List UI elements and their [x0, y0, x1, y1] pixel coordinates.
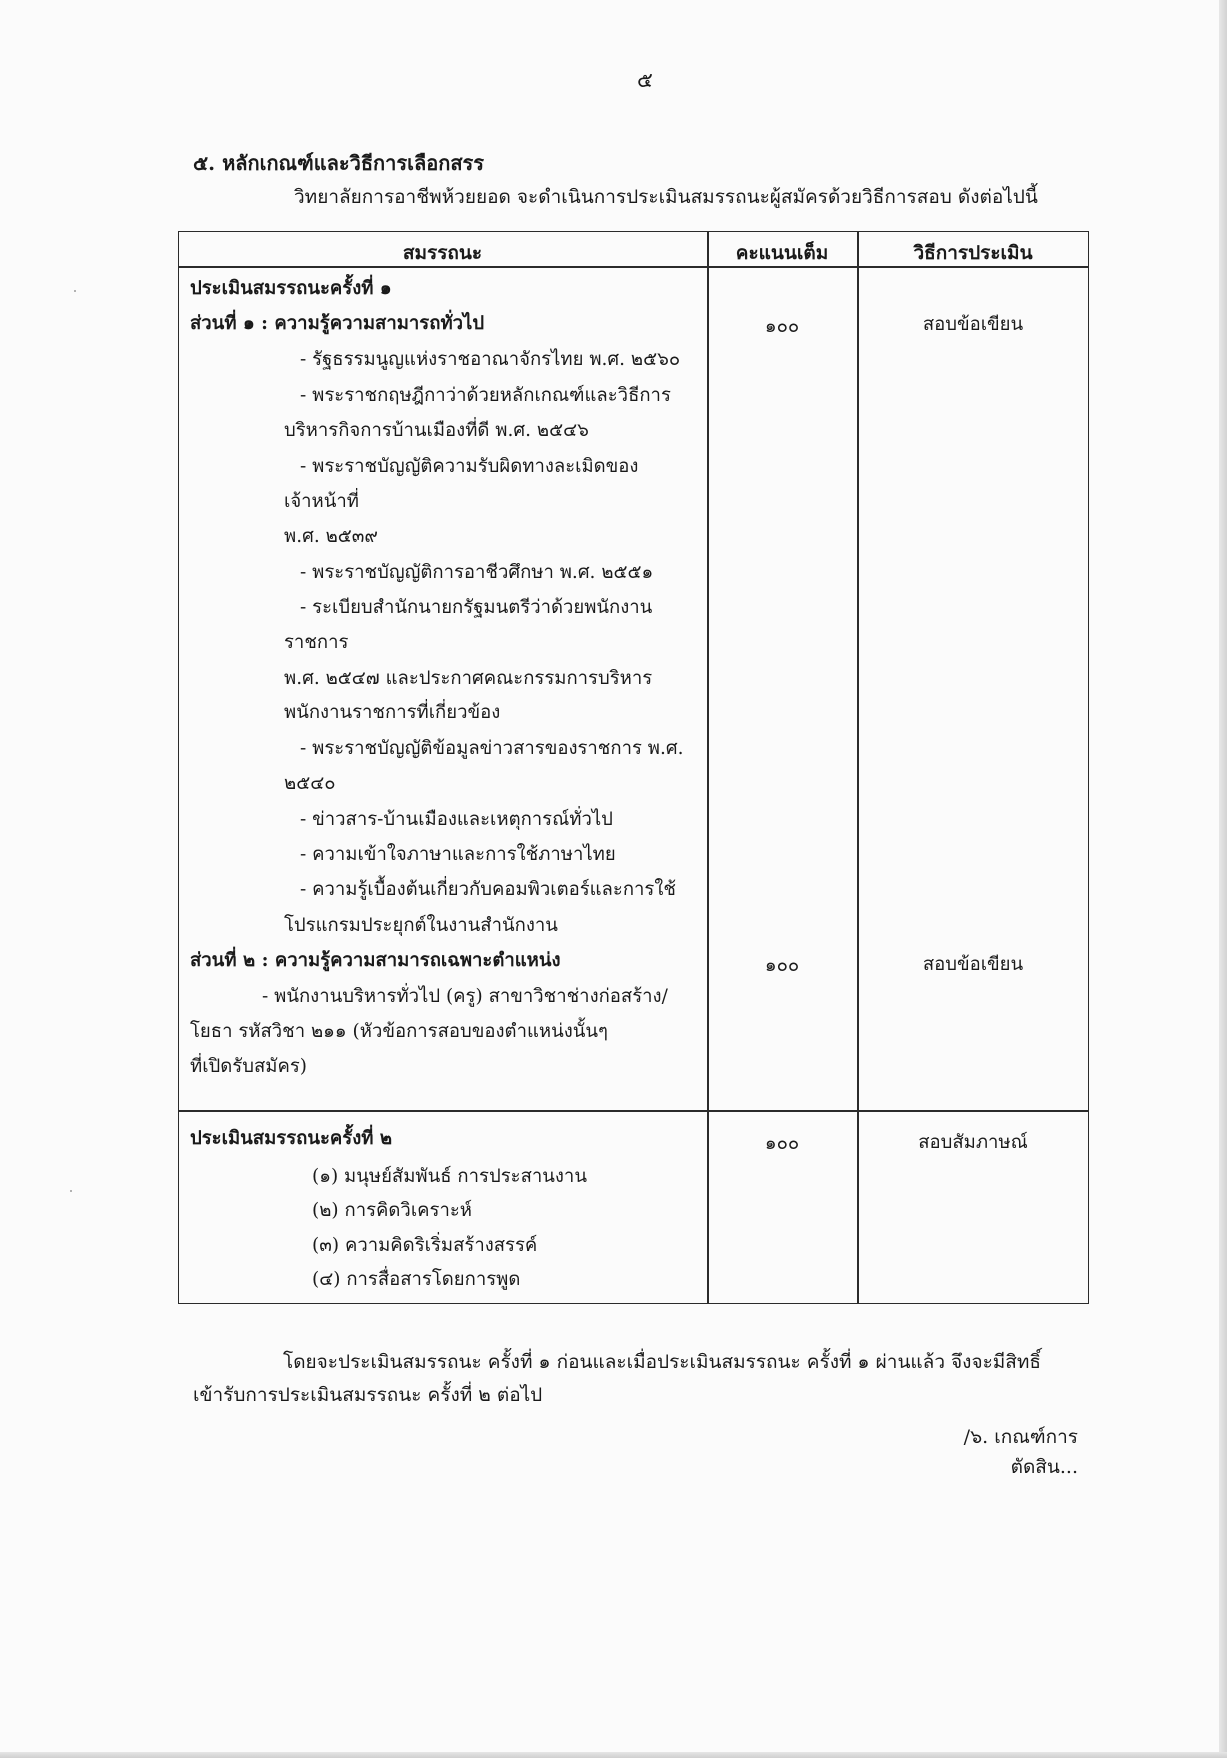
next-page-reference: /๖. เกณฑ์การตัดสิน... [963, 1426, 1078, 1478]
topic-line: โยธา รหัสวิชา ๒๑๑ (หัวข้อการสอบของตำแหน่งนั้นๆ [190, 1021, 608, 1042]
part1-score: ๑๐๐ [764, 316, 800, 337]
closing-paragraph-line: โดยจะประเมินสมรรถนะ ครั้งที่ ๑ ก่อนและเมื่อประเมินสมรรถนะ ครั้งที่ ๑ ผ่านแล้ว จึงจะมีสิทธิ์ [283, 1351, 1042, 1373]
topic-line: - พระราชบัญญัติการอาชีวศึกษา พ.ศ. ๒๕๕๑ [300, 562, 654, 583]
topic-line: - ระเบียบสำนักนายกรัฐมนตรีว่าด้วยพนักงาน [300, 597, 653, 618]
topic-line: ที่เปิดรับสมัคร) [190, 1056, 307, 1077]
part1-method: สอบข้อเขียน [922, 314, 1024, 335]
topic-line: - ความรู้เบื้องต้นเกี่ยวกับคอมพิวเตอร์และการใช้ [300, 879, 676, 900]
table-row-divider [178, 1110, 1089, 1112]
round2-title: ประเมินสมรรถนะครั้งที่ ๒ [190, 1128, 393, 1149]
topic-line: - พระราชกฤษฎีกาว่าด้วยหลักเกณฑ์และวิธีการ [300, 385, 671, 406]
topic-line: - พนักงานบริหารทั่วไป (ครู) สาขาวิชาช่างก่อสร้าง/ [262, 986, 668, 1007]
interview-item: (๓) ความคิดริเริ่มสร้างสรรค์ [312, 1235, 538, 1256]
page-edge-shadow [1219, 0, 1227, 1758]
topic-line: - ความเข้าใจภาษาและการใช้ภาษาไทย [300, 844, 616, 865]
topic-line: โปรแกรมประยุกต์ในงานสำนักงาน [284, 915, 558, 936]
section-heading: ๕. หลักเกณฑ์และวิธีการเลือกสรร [193, 151, 485, 175]
part2-title: ส่วนที่ ๒ : ความรู้ความสามารถเฉพาะตำแหน่ง [190, 950, 561, 971]
topic-line: ราชการ [284, 632, 349, 653]
topic-line: - ข่าวสาร-บ้านเมืองและเหตุการณ์ทั่วไป [300, 809, 613, 830]
topic-line: - รัฐธรรมนูญแห่งราชอาณาจักรไทย พ.ศ. ๒๕๖๐ [300, 349, 681, 370]
topic-line: ๒๕๔๐ [284, 773, 336, 794]
page-edge-shadow-bottom [0, 1752, 1227, 1758]
intro-paragraph: วิทยาลัยการอาชีพห้วยยอด จะดำเนินการประเมินสมรรถนะผู้สมัครด้วยวิธีการสอบ ดังต่อไปนี้ [294, 186, 1038, 208]
scan-speck [70, 1190, 72, 1192]
round1-title: ประเมินสมรรถนะครั้งที่ ๑ [190, 278, 392, 299]
closing-paragraph-line: เข้ารับการประเมินสมรรถนะ ครั้งที่ ๒ ต่อไป [193, 1384, 543, 1406]
interview-item: (๒) การคิดวิเคราะห์ [312, 1200, 472, 1221]
part2-method: สอบข้อเขียน [922, 954, 1024, 975]
header-full-score: คะแนนเต็ม [735, 242, 829, 264]
part1-title: ส่วนที่ ๑ : ความรู้ความสามารถทั่วไป [190, 313, 485, 334]
page-number: ๕ [637, 68, 653, 92]
interview-item: (๔) การสื่อสารโดยการพูด [312, 1269, 521, 1290]
round2-score: ๑๐๐ [764, 1133, 800, 1154]
topic-line: พนักงานราชการที่เกี่ยวข้อง [284, 702, 501, 723]
topic-line: - พระราชบัญญัติข้อมูลข่าวสารของราชการ พ.ศ. [300, 738, 684, 759]
header-method: วิธีการประเมิน [913, 242, 1033, 264]
topic-line: พ.ศ. ๒๕๔๗ และประกาศคณะกรรมการบริหาร [284, 668, 653, 689]
topic-line: พ.ศ. ๒๕๓๙ [284, 526, 378, 547]
part2-score: ๑๐๐ [764, 955, 800, 976]
header-competency: สมรรถนะ [402, 242, 483, 264]
round2-method: สอบสัมภาษณ์ [918, 1132, 1028, 1153]
topic-line: บริหารกิจการบ้านเมืองที่ดี พ.ศ. ๒๕๔๖ [284, 420, 589, 441]
scan-speck [74, 290, 76, 292]
topic-line: - พระราชบัญญัติความรับผิดทางละเมิดของ [300, 456, 639, 477]
topic-line: เจ้าหน้าที่ [284, 491, 359, 512]
interview-item: (๑) มนุษย์สัมพันธ์ การประสานงาน [312, 1166, 587, 1187]
